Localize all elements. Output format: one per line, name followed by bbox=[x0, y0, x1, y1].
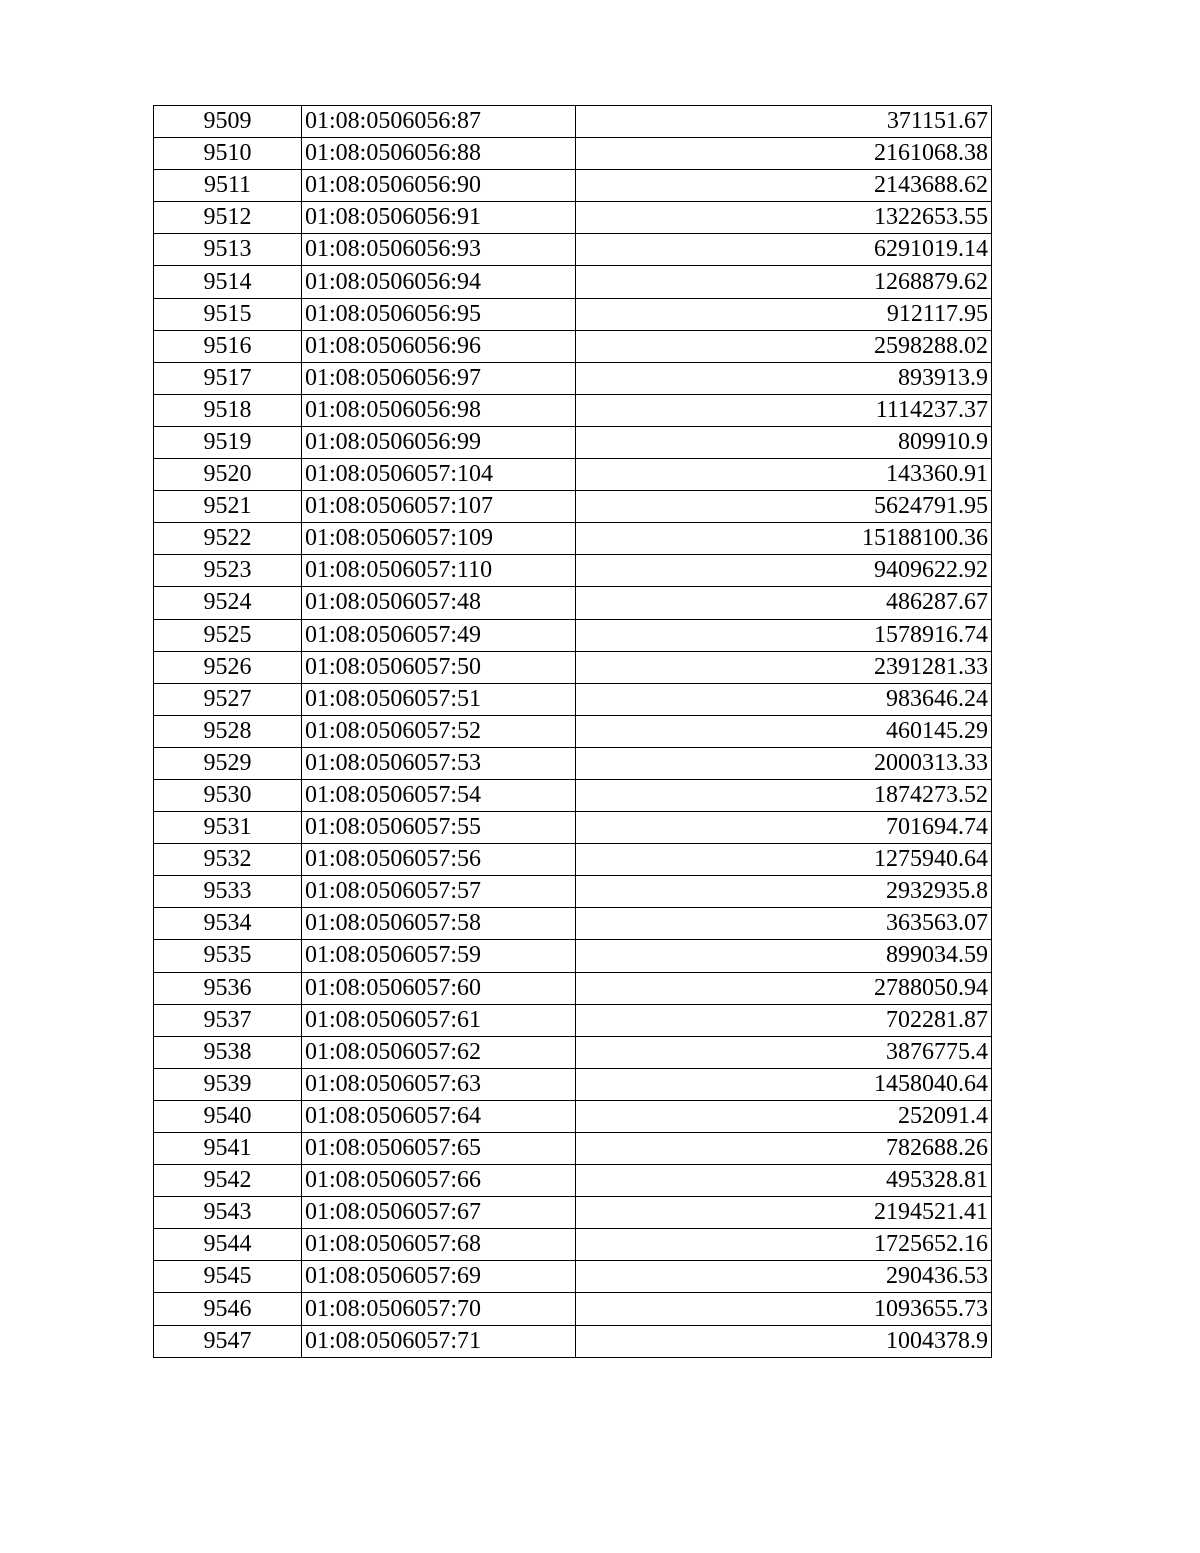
cadastral-number-cell: 01:08:0506057:52 bbox=[302, 715, 576, 747]
amount-cell: 1322653.55 bbox=[576, 202, 992, 234]
row-number-cell: 9536 bbox=[154, 972, 302, 1004]
row-number-cell: 9534 bbox=[154, 908, 302, 940]
cadastral-number-cell: 01:08:0506057:57 bbox=[302, 876, 576, 908]
cadastral-number-cell: 01:08:0506057:56 bbox=[302, 844, 576, 876]
table-row bbox=[154, 523, 992, 555]
amount-cell: 252091.4 bbox=[576, 1100, 992, 1132]
amount-cell: 1093655.73 bbox=[576, 1293, 992, 1325]
cadastral-number-cell: 01:08:0506057:64 bbox=[302, 1100, 576, 1132]
cadastral-number-cell: 01:08:0506056:93 bbox=[302, 234, 576, 266]
row-number-cell: 9509 bbox=[154, 106, 302, 138]
cadastral-number-cell: 01:08:0506056:94 bbox=[302, 266, 576, 298]
amount-cell: 2143688.62 bbox=[576, 170, 992, 202]
table-row bbox=[154, 876, 992, 908]
table-row bbox=[154, 459, 992, 491]
amount-cell: 1725652.16 bbox=[576, 1229, 992, 1261]
amount-cell: 1004378.9 bbox=[576, 1325, 992, 1357]
table-row bbox=[154, 362, 992, 394]
amount-cell: 495328.81 bbox=[576, 1165, 992, 1197]
cadastral-number-cell: 01:08:0506056:98 bbox=[302, 394, 576, 426]
row-number-cell: 9537 bbox=[154, 1004, 302, 1036]
amount-cell: 290436.53 bbox=[576, 1261, 992, 1293]
cadastral-number-cell: 01:08:0506057:65 bbox=[302, 1133, 576, 1165]
row-number-cell: 9512 bbox=[154, 202, 302, 234]
amount-cell: 912117.95 bbox=[576, 298, 992, 330]
table-row bbox=[154, 234, 992, 266]
cadastral-number-cell: 01:08:0506057:53 bbox=[302, 747, 576, 779]
amount-cell: 2000313.33 bbox=[576, 747, 992, 779]
row-number-cell: 9540 bbox=[154, 1100, 302, 1132]
cadastral-number-cell: 01:08:0506057:66 bbox=[302, 1165, 576, 1197]
cadastral-number-cell: 01:08:0506057:49 bbox=[302, 619, 576, 651]
amount-cell: 899034.59 bbox=[576, 940, 992, 972]
cadastral-number-cell: 01:08:0506056:91 bbox=[302, 202, 576, 234]
cadastral-number-cell: 01:08:0506057:51 bbox=[302, 683, 576, 715]
row-number-cell: 9527 bbox=[154, 683, 302, 715]
amount-cell: 1874273.52 bbox=[576, 779, 992, 811]
row-number-cell: 9546 bbox=[154, 1293, 302, 1325]
amount-cell: 1114237.37 bbox=[576, 394, 992, 426]
table-row bbox=[154, 747, 992, 779]
table-row bbox=[154, 202, 992, 234]
table-row bbox=[154, 779, 992, 811]
amount-cell: 460145.29 bbox=[576, 715, 992, 747]
amount-cell: 2788050.94 bbox=[576, 972, 992, 1004]
data-table bbox=[153, 105, 992, 1358]
row-number-cell: 9532 bbox=[154, 844, 302, 876]
cadastral-number-cell: 01:08:0506057:63 bbox=[302, 1068, 576, 1100]
cadastral-number-cell: 01:08:0506057:109 bbox=[302, 523, 576, 555]
table-row bbox=[154, 1068, 992, 1100]
cadastral-number-cell: 01:08:0506057:50 bbox=[302, 651, 576, 683]
row-number-cell: 9521 bbox=[154, 491, 302, 523]
table-row bbox=[154, 138, 992, 170]
cadastral-number-cell: 01:08:0506056:99 bbox=[302, 426, 576, 458]
table-row bbox=[154, 298, 992, 330]
cadastral-number-cell: 01:08:0506056:95 bbox=[302, 298, 576, 330]
table-row bbox=[154, 844, 992, 876]
row-number-cell: 9514 bbox=[154, 266, 302, 298]
cadastral-number-cell: 01:08:0506056:90 bbox=[302, 170, 576, 202]
table-row bbox=[154, 170, 992, 202]
table-row bbox=[154, 394, 992, 426]
amount-cell: 2391281.33 bbox=[576, 651, 992, 683]
row-number-cell: 9518 bbox=[154, 394, 302, 426]
table-row bbox=[154, 812, 992, 844]
table-row bbox=[154, 972, 992, 1004]
amount-cell: 1275940.64 bbox=[576, 844, 992, 876]
cadastral-number-cell: 01:08:0506057:54 bbox=[302, 779, 576, 811]
row-number-cell: 9538 bbox=[154, 1036, 302, 1068]
table-row bbox=[154, 1197, 992, 1229]
table-row bbox=[154, 426, 992, 458]
table-row bbox=[154, 1036, 992, 1068]
cadastral-number-cell: 01:08:0506057:71 bbox=[302, 1325, 576, 1357]
table-row bbox=[154, 1100, 992, 1132]
cadastral-number-cell: 01:08:0506057:62 bbox=[302, 1036, 576, 1068]
row-number-cell: 9547 bbox=[154, 1325, 302, 1357]
amount-cell: 893913.9 bbox=[576, 362, 992, 394]
amount-cell: 809910.9 bbox=[576, 426, 992, 458]
amount-cell: 2194521.41 bbox=[576, 1197, 992, 1229]
row-number-cell: 9526 bbox=[154, 651, 302, 683]
row-number-cell: 9533 bbox=[154, 876, 302, 908]
row-number-cell: 9545 bbox=[154, 1261, 302, 1293]
row-number-cell: 9522 bbox=[154, 523, 302, 555]
cadastral-number-cell: 01:08:0506057:59 bbox=[302, 940, 576, 972]
cadastral-number-cell: 01:08:0506057:69 bbox=[302, 1261, 576, 1293]
table-row bbox=[154, 1165, 992, 1197]
amount-cell: 983646.24 bbox=[576, 683, 992, 715]
table-row bbox=[154, 1133, 992, 1165]
cadastral-number-cell: 01:08:0506057:107 bbox=[302, 491, 576, 523]
row-number-cell: 9539 bbox=[154, 1068, 302, 1100]
table-row bbox=[154, 651, 992, 683]
cadastral-number-cell: 01:08:0506057:61 bbox=[302, 1004, 576, 1036]
amount-cell: 371151.67 bbox=[576, 106, 992, 138]
cadastral-number-cell: 01:08:0506057:68 bbox=[302, 1229, 576, 1261]
row-number-cell: 9525 bbox=[154, 619, 302, 651]
row-number-cell: 9524 bbox=[154, 587, 302, 619]
row-number-cell: 9510 bbox=[154, 138, 302, 170]
table-row bbox=[154, 683, 992, 715]
row-number-cell: 9529 bbox=[154, 747, 302, 779]
row-number-cell: 9542 bbox=[154, 1165, 302, 1197]
row-number-cell: 9543 bbox=[154, 1197, 302, 1229]
cadastral-number-cell: 01:08:0506056:88 bbox=[302, 138, 576, 170]
row-number-cell: 9519 bbox=[154, 426, 302, 458]
amount-cell: 701694.74 bbox=[576, 812, 992, 844]
cadastral-number-cell: 01:08:0506057:67 bbox=[302, 1197, 576, 1229]
table-row bbox=[154, 940, 992, 972]
table-row bbox=[154, 555, 992, 587]
amount-cell: 702281.87 bbox=[576, 1004, 992, 1036]
row-number-cell: 9531 bbox=[154, 812, 302, 844]
row-number-cell: 9516 bbox=[154, 330, 302, 362]
row-number-cell: 9517 bbox=[154, 362, 302, 394]
row-number-cell: 9523 bbox=[154, 555, 302, 587]
amount-cell: 15188100.36 bbox=[576, 523, 992, 555]
amount-cell: 2598288.02 bbox=[576, 330, 992, 362]
row-number-cell: 9535 bbox=[154, 940, 302, 972]
row-number-cell: 9541 bbox=[154, 1133, 302, 1165]
amount-cell: 1458040.64 bbox=[576, 1068, 992, 1100]
table-row bbox=[154, 1261, 992, 1293]
table-row bbox=[154, 619, 992, 651]
amount-cell: 2161068.38 bbox=[576, 138, 992, 170]
row-number-cell: 9515 bbox=[154, 298, 302, 330]
row-number-cell: 9520 bbox=[154, 459, 302, 491]
table-row bbox=[154, 1325, 992, 1357]
amount-cell: 6291019.14 bbox=[576, 234, 992, 266]
cadastral-number-cell: 01:08:0506057:48 bbox=[302, 587, 576, 619]
cadastral-number-cell: 01:08:0506057:110 bbox=[302, 555, 576, 587]
cadastral-number-cell: 01:08:0506056:97 bbox=[302, 362, 576, 394]
table-row bbox=[154, 715, 992, 747]
amount-cell: 1578916.74 bbox=[576, 619, 992, 651]
cadastral-number-cell: 01:08:0506057:55 bbox=[302, 812, 576, 844]
row-number-cell: 9513 bbox=[154, 234, 302, 266]
table-row bbox=[154, 587, 992, 619]
cadastral-number-cell: 01:08:0506056:96 bbox=[302, 330, 576, 362]
cadastral-number-cell: 01:08:0506057:70 bbox=[302, 1293, 576, 1325]
table-row bbox=[154, 1293, 992, 1325]
table-row bbox=[154, 106, 992, 138]
table-row bbox=[154, 330, 992, 362]
row-number-cell: 9530 bbox=[154, 779, 302, 811]
table-body bbox=[154, 106, 992, 1358]
amount-cell: 363563.07 bbox=[576, 908, 992, 940]
amount-cell: 143360.91 bbox=[576, 459, 992, 491]
row-number-cell: 9544 bbox=[154, 1229, 302, 1261]
amount-cell: 1268879.62 bbox=[576, 266, 992, 298]
cadastral-number-cell: 01:08:0506057:60 bbox=[302, 972, 576, 1004]
amount-cell: 782688.26 bbox=[576, 1133, 992, 1165]
cadastral-number-cell: 01:08:0506056:87 bbox=[302, 106, 576, 138]
amount-cell: 2932935.8 bbox=[576, 876, 992, 908]
cadastral-number-cell: 01:08:0506057:104 bbox=[302, 459, 576, 491]
table-row bbox=[154, 491, 992, 523]
amount-cell: 5624791.95 bbox=[576, 491, 992, 523]
amount-cell: 9409622.92 bbox=[576, 555, 992, 587]
table-row bbox=[154, 1229, 992, 1261]
amount-cell: 486287.67 bbox=[576, 587, 992, 619]
table-row bbox=[154, 1004, 992, 1036]
row-number-cell: 9528 bbox=[154, 715, 302, 747]
table-row bbox=[154, 266, 992, 298]
cadastral-number-cell: 01:08:0506057:58 bbox=[302, 908, 576, 940]
amount-cell: 3876775.4 bbox=[576, 1036, 992, 1068]
row-number-cell: 9511 bbox=[154, 170, 302, 202]
table-row bbox=[154, 908, 992, 940]
